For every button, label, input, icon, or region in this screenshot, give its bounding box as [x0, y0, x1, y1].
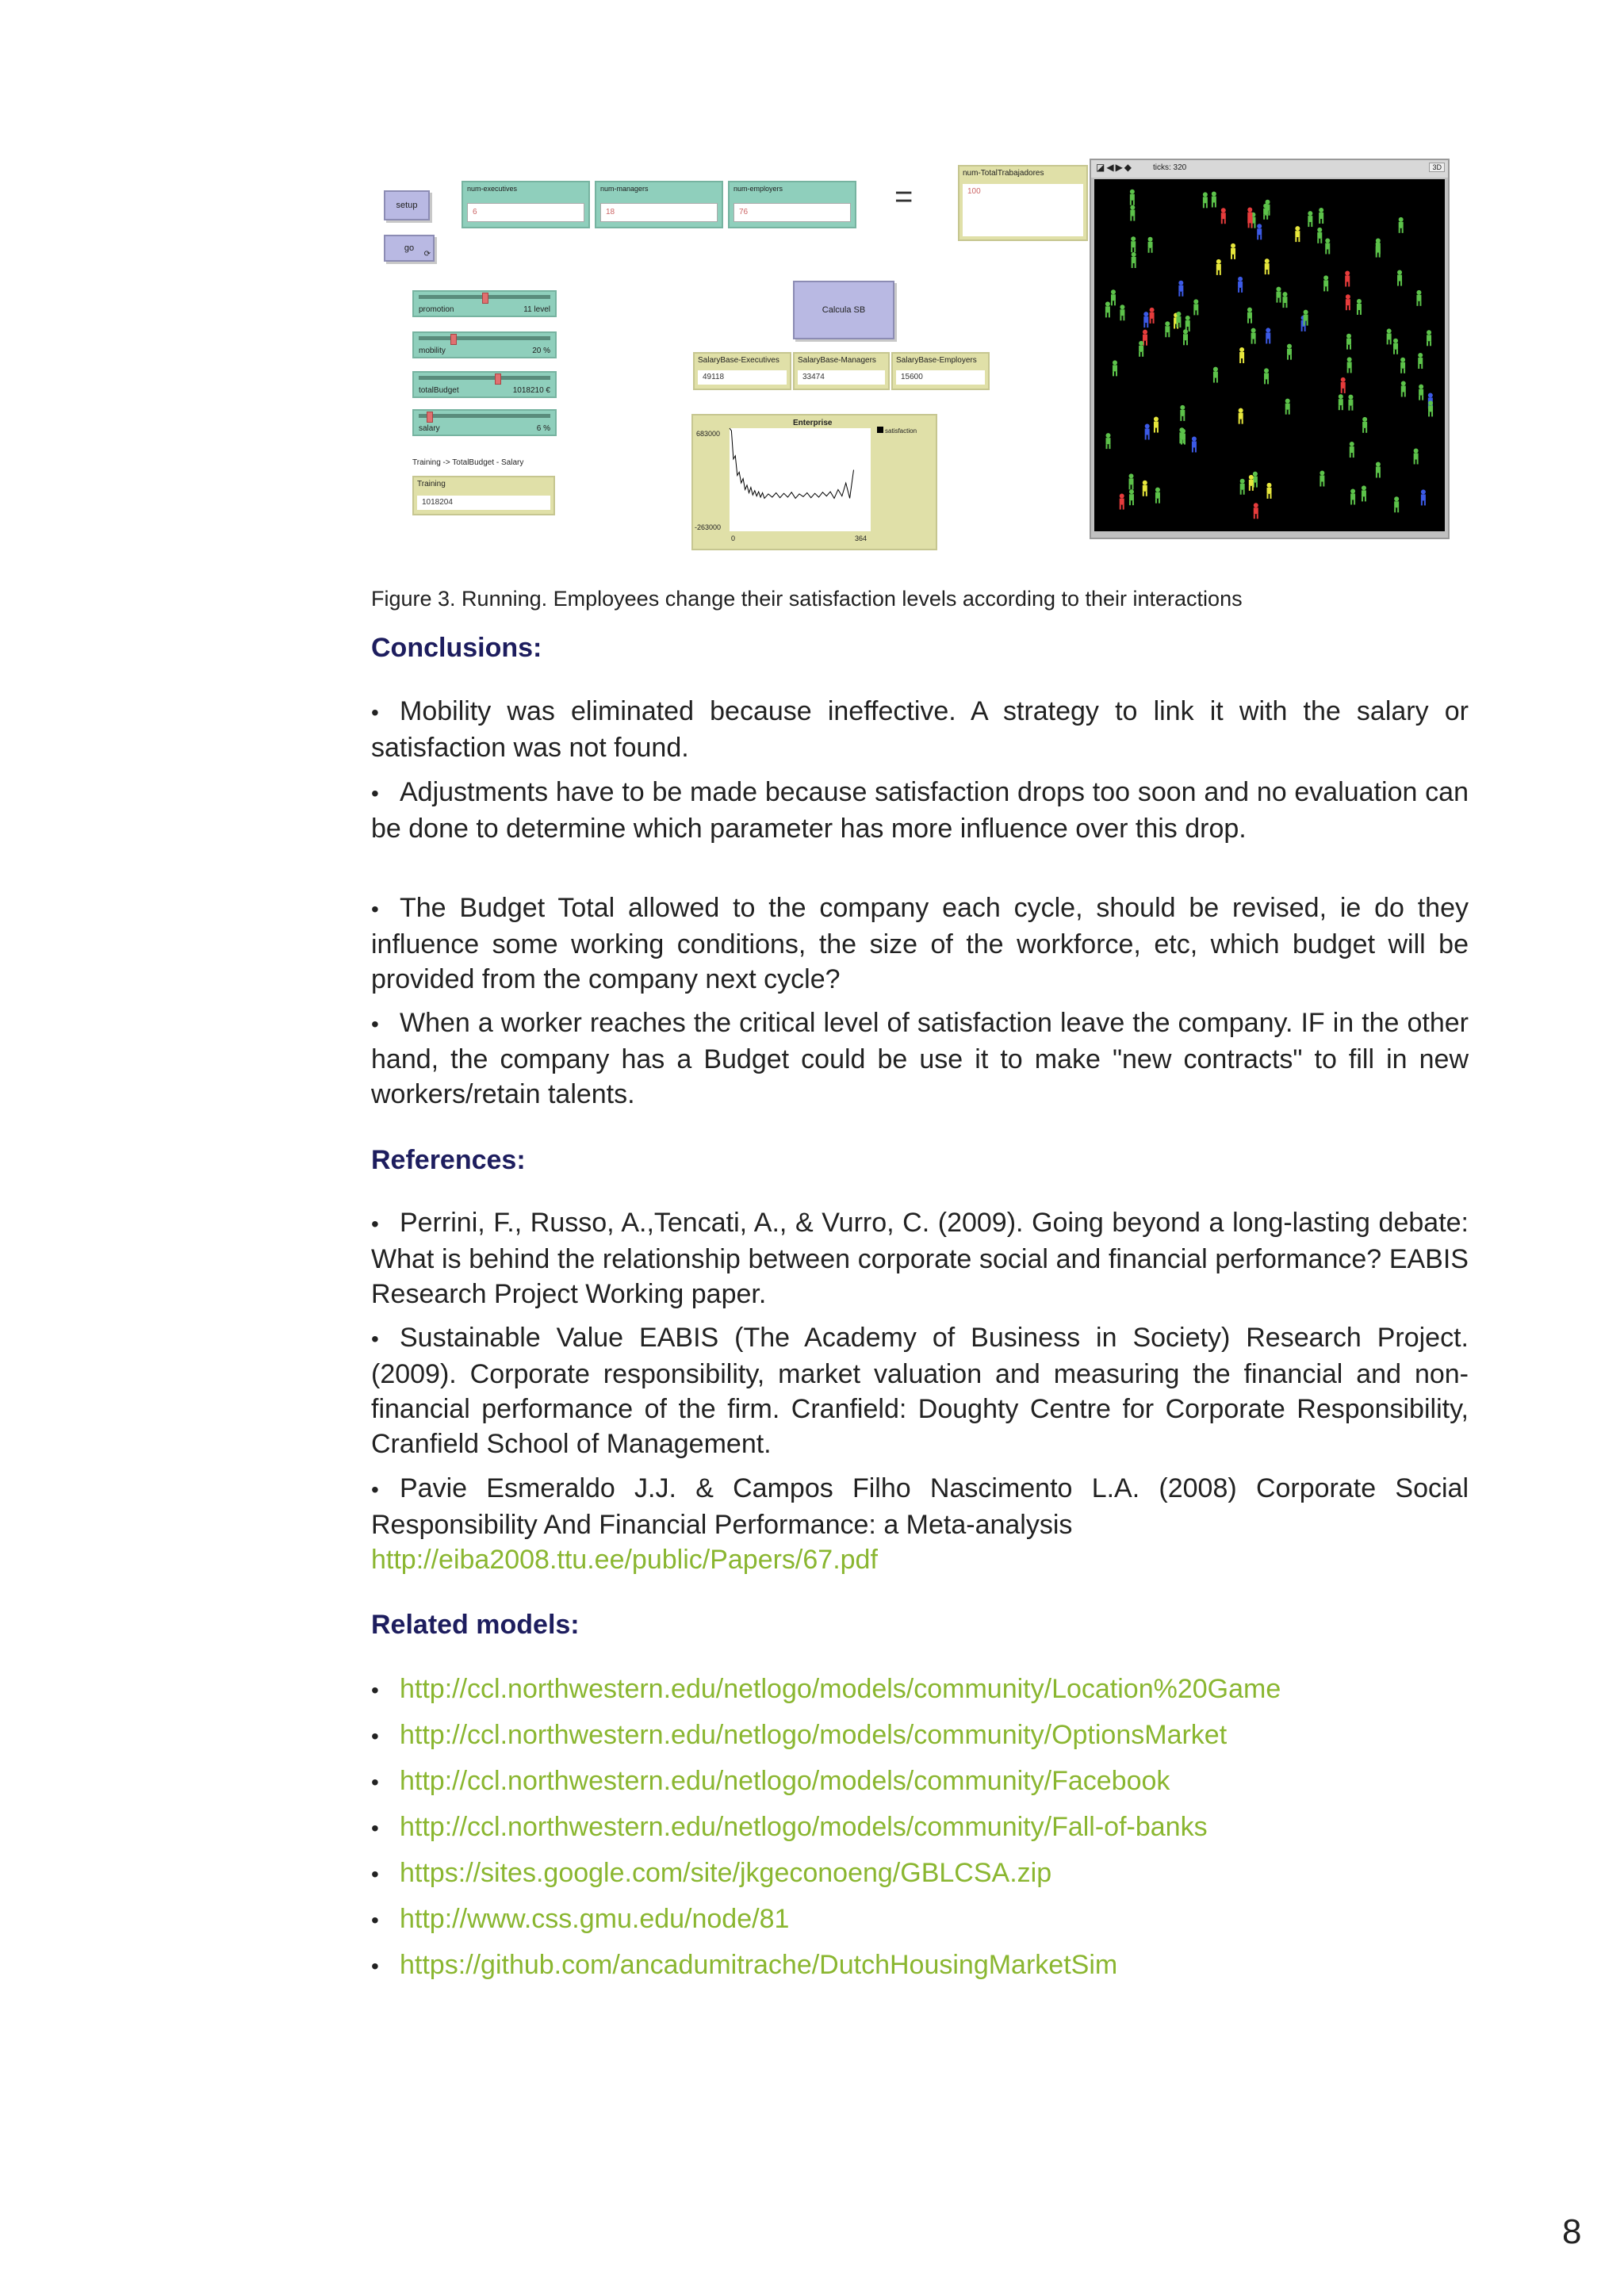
monitor-label: Training	[417, 480, 446, 488]
related-model-link[interactable]: •https://github.com/ancadumitrache/DutchHousingMarketSim	[371, 1947, 1281, 1993]
related-models-heading: Related models:	[371, 1610, 580, 1640]
figure-caption: Figure 3. Running. Employees change their satisfaction levels according to their interactions	[371, 587, 1243, 611]
reference-item: •Pavie Esmeraldo J.J. & Campos Filho Nascimento L.A. (2008) Corporate Social Responsibility And Financial Performance: a Meta-analysis http://eiba2008.ttu.ee/public/Papers/67.pdf	[371, 1471, 1469, 1577]
slider-value: 20 %	[532, 347, 550, 355]
monitor-label: SalaryBase-Managers	[798, 356, 876, 365]
input-label: num-managers	[600, 185, 649, 193]
training-note: Training -> TotalBudget - Salary	[412, 458, 524, 467]
slider-value: 6 %	[536, 424, 550, 433]
world-background	[1094, 179, 1445, 531]
related-model-link[interactable]: •https://sites.google.com/site/jkgeconoeng/GBLCSA.zip	[371, 1855, 1281, 1901]
monitor-value: 49118	[698, 370, 787, 385]
monitor-value: 15600	[896, 370, 985, 385]
go-button[interactable]	[384, 235, 435, 262]
setup-button-label: setup	[396, 201, 418, 210]
related-model-link[interactable]: •http://ccl.northwestern.edu/netlogo/models/community/Location%20Game	[371, 1672, 1281, 1718]
setup-button[interactable]	[384, 190, 430, 220]
monitor-value: 1018204	[417, 496, 550, 510]
y-min-label: -263000	[695, 523, 722, 531]
page-number: 8	[1562, 2212, 1582, 2251]
ticks-counter: ticks: 320	[1153, 163, 1187, 172]
slider-label: totalBudget	[419, 386, 459, 395]
conclusion-item: •When a worker reaches the critical level of satisfaction leave the company. IF in the other hand, the company has a Budget could be use it to make "new contracts" to fill in new workers/retain talents.	[371, 1005, 1469, 1112]
conclusions-heading: Conclusions:	[371, 633, 542, 663]
slider-knob[interactable]	[482, 293, 488, 304]
input-label: num-employers	[733, 185, 783, 193]
related-model-link[interactable]: •http://ccl.northwestern.edu/netlogo/models/community/OptionsMarket	[371, 1718, 1281, 1764]
references-heading: References:	[371, 1145, 526, 1175]
monitor-value: 100	[963, 184, 1083, 236]
related-model-link[interactable]: •http://www.css.gmu.edu/node/81	[371, 1901, 1281, 1947]
salary-executives-monitor	[693, 352, 791, 390]
reference-item: •Perrini, F., Russo, A.,Tencati, A., & Vurro, C. (2009). Going beyond a long-lasting debate: What is behind the relationship between corporate social and financial performance? EABIS Research Project Working paper.	[371, 1205, 1469, 1312]
input-value[interactable]: 18	[600, 203, 718, 222]
legend-label: satisfaction	[885, 427, 917, 435]
calcula-sb-button[interactable]	[793, 281, 894, 339]
slider-label: salary	[419, 424, 440, 433]
input-value[interactable]: 76	[733, 203, 851, 222]
forever-icon: ⟳	[423, 250, 431, 259]
monitor-label: num-TotalTrabajadores	[963, 169, 1044, 178]
slider-label: promotion	[419, 305, 454, 314]
monitor-label: SalaryBase-Employers	[896, 356, 977, 365]
x-max-label: 364	[855, 534, 868, 542]
num-executives-input[interactable]	[462, 181, 590, 228]
total-workers-monitor	[958, 165, 1088, 241]
world-canvas	[1094, 179, 1445, 531]
conclusion-item: •The Budget Total allowed to the company each cycle, should be revised, ie do they influence some working conditions, the size of the workforce, etc, which budget will be provided from the company next cycle?	[371, 890, 1469, 997]
monitor-value: 33474	[798, 370, 885, 385]
mobility-slider[interactable]	[412, 331, 557, 358]
slider-knob[interactable]	[495, 373, 501, 385]
world-view	[1090, 159, 1450, 539]
enterprise-plot	[691, 414, 937, 550]
num-employers-input[interactable]	[728, 181, 856, 228]
related-model-link[interactable]: •http://ccl.northwestern.edu/netlogo/models/community/Facebook	[371, 1764, 1281, 1810]
slider-value: 11 level	[523, 305, 550, 314]
chart-title: Enterprise	[793, 419, 833, 427]
slider-knob[interactable]	[427, 412, 433, 423]
reference-item: •Sustainable Value EABIS (The Academy of Business in Society) Research Project. (2009). Corporate responsibility, market valuation and measuring the financial and non-financial performance of the firm. Cranfield: Doughty Centre for Corporate Responsibility, Cranfield School of Management.	[371, 1320, 1469, 1461]
salary-slider[interactable]	[412, 409, 557, 436]
enterprise-chart	[693, 416, 936, 549]
monitor-label: SalaryBase-Executives	[698, 356, 779, 365]
conclusion-item: •Adjustments have to be made because satisfaction drops too soon and no evaluation can be done to determine which parameter has more influence over this drop.	[371, 775, 1469, 846]
total-budget-slider[interactable]	[412, 371, 557, 398]
legend-swatch	[877, 427, 883, 433]
related-models-list	[371, 1672, 1281, 1993]
related-model-link[interactable]: •http://ccl.northwestern.edu/netlogo/models/community/Fall-of-banks	[371, 1810, 1281, 1855]
netlogo-figure	[371, 159, 1465, 555]
slider-knob[interactable]	[450, 334, 457, 345]
conclusion-item: •Mobility was eliminated because ineffective. A strategy to link it with the salary or satisfaction was not found.	[371, 694, 1469, 765]
salary-managers-monitor	[793, 352, 890, 390]
slider-value: 1018210 €	[512, 386, 550, 395]
slider-label: mobility	[419, 347, 446, 355]
promotion-slider[interactable]	[412, 290, 557, 317]
equals-sign: =	[894, 179, 914, 214]
go-button-label: go	[404, 243, 415, 253]
calcula-sb-label: Calcula SB	[822, 305, 866, 315]
view-controls-icon[interactable]: ◪◀▶◆	[1096, 162, 1134, 173]
num-managers-input[interactable]	[595, 181, 723, 228]
salary-employers-monitor	[891, 352, 990, 390]
input-label: num-executives	[467, 185, 518, 193]
input-value[interactable]: 6	[467, 203, 584, 222]
plot-area	[730, 428, 871, 531]
3d-button[interactable]: 3D	[1429, 163, 1445, 172]
x-min-label: 0	[731, 534, 736, 542]
y-max-label: 683000	[696, 430, 721, 438]
reference-link[interactable]: http://eiba2008.ttu.ee/public/Papers/67.pdf	[371, 1545, 878, 1575]
view-toolbar	[1091, 160, 1448, 178]
training-monitor	[412, 476, 555, 515]
